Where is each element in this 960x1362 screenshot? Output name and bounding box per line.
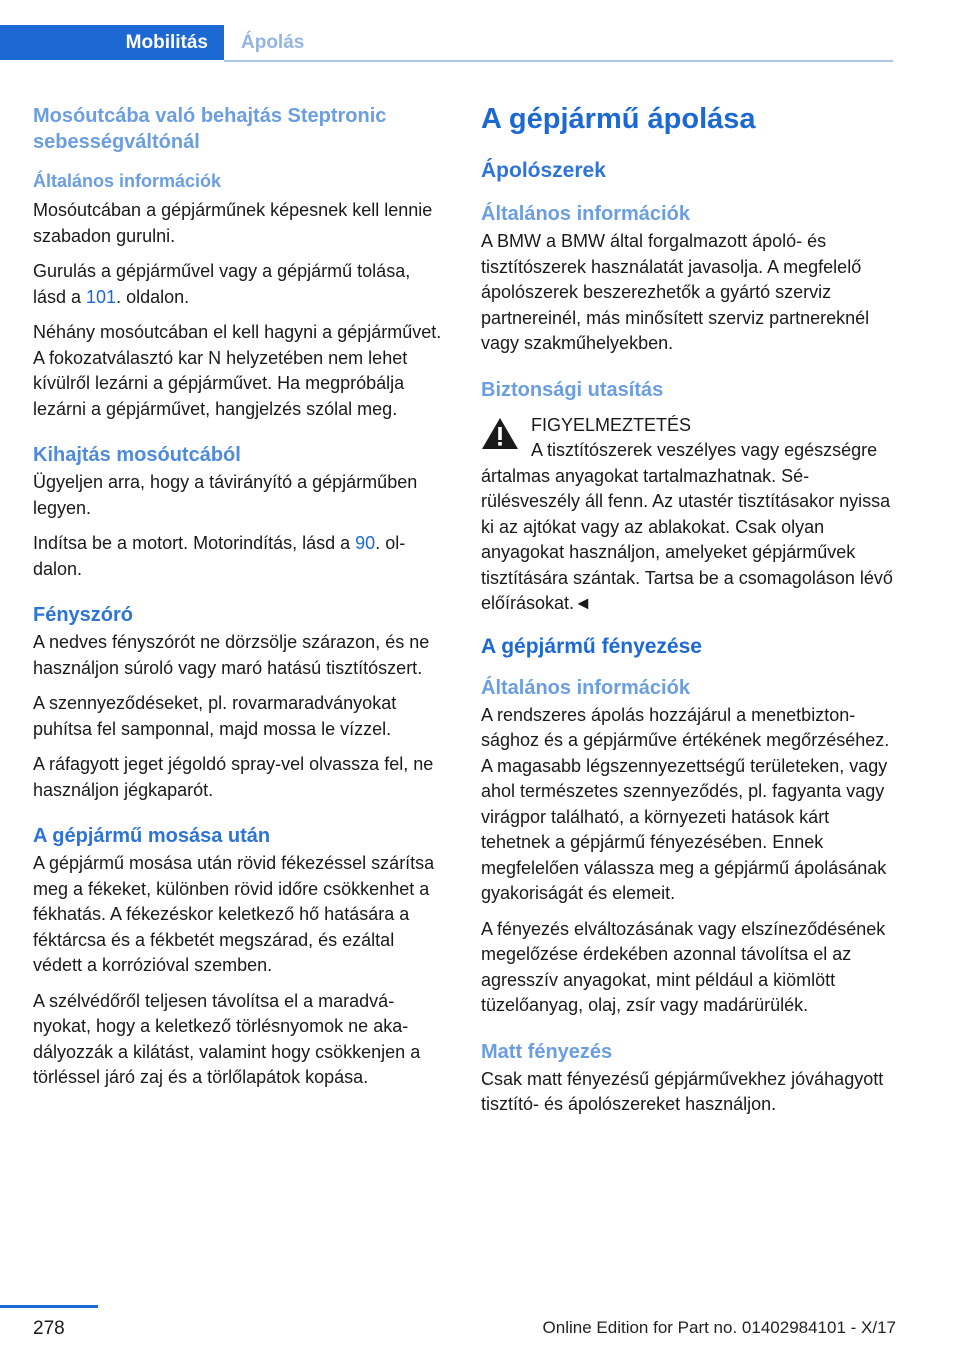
section-heading-exit-wash: Kihajtás mosóutcából — [33, 444, 241, 466]
text: Gurulás a gépjárművel vagy a gépjármű tolása, lásd a — [33, 261, 411, 307]
section-heading-wash-steptronic: Mosóutcába való behajtás Steptronic sebességváltónál — [33, 105, 387, 153]
subheading-safety-note: Biztonsági utasítás — [481, 378, 664, 401]
paragraph: A gépjármű mosása után rövid fékezéssel szárítsa meg a fékeket, különben rövid időre csökkenhet a fékhatás. A fékezéskor keletkező hő hatására a féktárcsa és a fékbetét megszárad, és ezáltal védett a korrózióval szemben. — [33, 853, 435, 975]
header-tabs — [0, 25, 893, 62]
tab-apolas[interactable]: Ápolás — [241, 32, 305, 53]
edition-note: Online Edition for Part no. 01402984101 - X/17 — [542, 1318, 896, 1337]
text: Indítsa be a motort. Motorindítás, lásd a — [33, 533, 356, 553]
paragraph: A rendszeres ápolás hozzájárul a menetbiztonsághoz és a gépjárműve értékének megőrzéséhez. A magasabb légszennyezettségű területeken, vagy ahol természetes szennyeződés, pl. fagyanta vagy virágpor található, a környezeti hatások kárt tehetnek a gépjármű fényezésében. Ennek megfelelően válassza meg a gépjármű ápolásának gyakoriságát és elemeit. — [481, 704, 890, 903]
text: . oldalon. — [33, 533, 406, 579]
paragraph: A szennyeződéseket, pl. rovarmaradványokat puhítsa fel samponnal, majd mossa le vízzel. — [33, 693, 397, 739]
subheading-matt-paint: Matt fényezés — [481, 1040, 613, 1063]
left-column — [33, 103, 445, 1101]
tab-divider — [224, 60, 893, 62]
chapter-title: A gépjármű ápolása — [481, 103, 756, 135]
page-link-101[interactable]: 101 — [86, 286, 117, 307]
text: . oldalon. — [116, 286, 190, 307]
warning-block — [481, 413, 893, 617]
tab-mobilitas[interactable]: Mobilitás — [0, 25, 224, 60]
paragraph: Ügyeljen arra, hogy a távirányító a gépjárműben legyen. — [33, 472, 418, 518]
paragraph-with-link — [33, 531, 445, 582]
page-link-90[interactable]: 90 — [355, 533, 376, 553]
paragraph: Mosóutcában a gépjárműnek képesnek kell lennie szabadon gurulni. — [33, 200, 433, 246]
footer-accent-line — [0, 1305, 98, 1308]
warning-triangle-icon — [481, 417, 519, 450]
paragraph: A BMW a BMW által forgalmazott ápoló- és tisztítószerek használatát javasolja. A megfelelő ápolószerek beszerezhetők a gyártó szerviz partnereinél, más minősített szerviz partnereknél vagy szakműhelyekben. — [481, 231, 870, 353]
right-column — [481, 103, 893, 1128]
paragraph: A nedves fényszórót ne dörzsölje szárazon, és ne használjon súroló vagy maró hatású tisztítószert. — [33, 632, 430, 678]
subheading-general-info: Általános információk — [481, 203, 690, 225]
warning-title: FIGYELMEZTETÉS — [531, 414, 692, 435]
subheading-general-info: Általános információk — [33, 171, 222, 191]
paragraph: Néhány mosóutcában el kell hagyni a gépjárművet. A fokozatválasztó kar N helyzetében nem lehet kívülről lezárni a gépjárművet. Ha megpróbálja lezárni a gépjárművet, hangjelzés szólal meg. — [33, 322, 442, 419]
section-heading-paint: A gépjármű fényezése — [481, 634, 702, 658]
section-heading-care-products: Ápolószerek — [481, 159, 606, 182]
paragraph: A szélvédőről teljesen távolítsa el a maradványokat, hogy a keletkező törlésnyomok ne akadályozzák a kilátást, valamint hogy csökkenjen a törléssel járó zaj és a törlőlapátok kopása. — [33, 990, 421, 1087]
warning-text: A tisztítószerek veszélyes vagy egészségre ártalmas anyagokat tartalmazhatnak. Sérülésveszély áll fenn. Az utastér tisztításakor nyissa ki az ajtókat vagy az ablakokat. Csak olyan anyagokat használjon, amelyeket gépjárművek tisztítására szántak. Tartsa be a csomagoláson lévő előírásokat.◄ — [481, 440, 893, 613]
page-number: 278 — [33, 1318, 65, 1339]
section-heading-after-wash: A gépjármű mosása után — [33, 825, 271, 847]
paragraph: A fényezés elváltozásának vagy elszíneződésének megelőzése érdekében azonnal távolítsa el az agresszív anyagokat, mint például a kiömlött tüzelőanyag, olaj, zsír vagy madárürülék. — [481, 918, 886, 1015]
section-heading-headlight: Fényszóró — [33, 604, 134, 626]
paragraph: Csak matt fényezésű gépjárművekhez jóváhagyott tisztító- és ápolószereket használjon. — [481, 1068, 884, 1114]
subheading-general-info: Általános információk — [481, 676, 690, 699]
warning-header — [481, 413, 893, 439]
paragraph: A ráfagyott jeget jégoldó spray-vel olvassza fel, ne használjon jégkaparót. — [33, 754, 434, 800]
paragraph-with-link — [33, 259, 445, 310]
